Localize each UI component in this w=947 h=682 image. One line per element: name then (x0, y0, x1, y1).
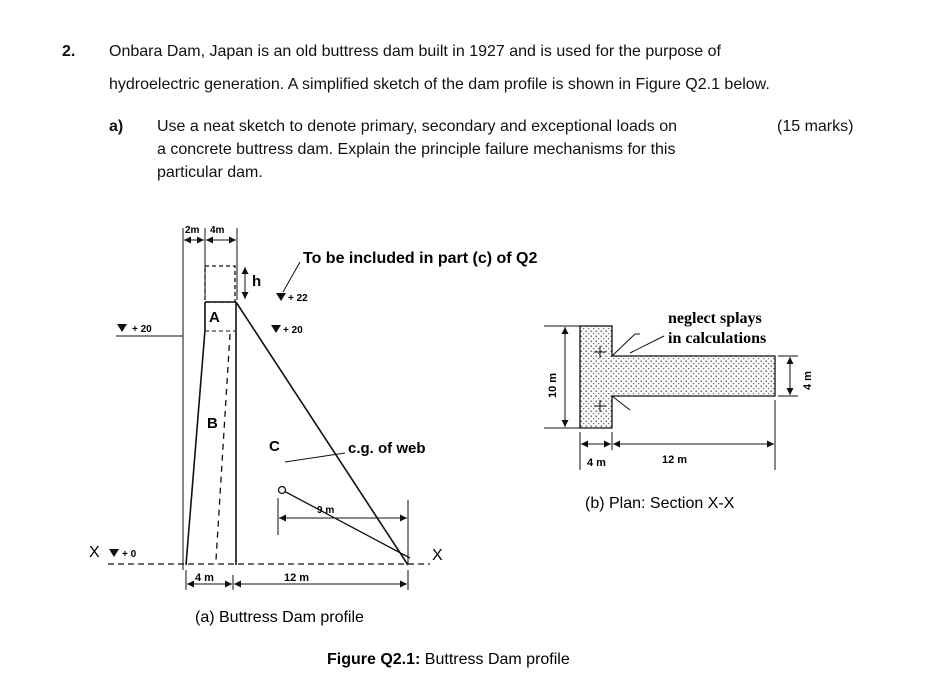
question-number: 2. (62, 43, 76, 60)
intro-line-1: Onbara Dam, Japan is an old buttress dam built in 1927 and is used for the purpose of (109, 43, 721, 60)
upper-splay (612, 334, 640, 356)
h-label: h (252, 273, 262, 290)
figure-title-rest: Buttress Dam profile (420, 651, 570, 668)
water-level-22-marker (276, 293, 286, 301)
upstream-face-lower (186, 330, 205, 565)
label-a: A (209, 309, 220, 326)
dam-profile (89, 225, 537, 626)
section-x-left: X (89, 544, 100, 561)
part-a-line-2: a concrete buttress dam. Explain the principle failure mechanisms for this (157, 141, 676, 158)
part-a-line-3: particular dam. (157, 164, 263, 181)
note-part-c: To be included in part (c) of Q2 (303, 250, 538, 267)
cg-label: c.g. of web (348, 440, 426, 457)
neglect-splays-leader (630, 336, 664, 353)
dim-12m-plan-label: 12 m (662, 454, 688, 466)
crest-extension-dashed (205, 266, 235, 302)
level-20-right-label: + 20 (283, 325, 303, 336)
plan-section (544, 310, 814, 512)
label-c: C (269, 438, 280, 455)
water-level-20-left-marker (117, 324, 127, 332)
level-20-left-label: + 20 (132, 324, 152, 335)
web-sloping-face (236, 302, 408, 565)
figure-title-bold: Figure Q2.1: (327, 651, 421, 668)
internal-dashed-line (216, 334, 230, 560)
dim-9m-label: 9 m (317, 505, 335, 516)
neglect-splays-line-1: neglect splays (668, 310, 762, 327)
profile-caption: (a) Buttress Dam profile (195, 609, 364, 626)
lower-splay (612, 396, 630, 410)
level-22-label: + 22 (288, 293, 308, 304)
figure-title (327, 651, 570, 668)
water-level-20-right-marker (271, 325, 281, 333)
dim-4m-label: 4m (210, 225, 225, 236)
dim-2m-label: 2m (185, 225, 200, 236)
cg-point (279, 487, 286, 494)
dim-4m-right-label: 4 m (802, 371, 814, 390)
neglect-splays-line-2: in calculations (668, 330, 767, 347)
level-0-label: + 0 (122, 549, 137, 560)
dim-10m-label: 10 m (547, 372, 559, 398)
part-a-label: a) (109, 118, 124, 135)
plan-caption: (b) Plan: Section X-X (585, 495, 735, 512)
cg-label-leader (285, 453, 345, 462)
note-leader-line (283, 262, 300, 292)
dim-4m-plan-label: 4 m (587, 457, 606, 469)
label-b: B (207, 415, 218, 432)
dim-4m-bottom-label: 4 m (195, 572, 214, 584)
intro-line-2: hydroelectric generation. A simplified sketch of the dam profile is shown in Figure Q2.1 below. (109, 76, 770, 93)
water-level-0-marker (109, 549, 119, 557)
part-a-line-1: Use a neat sketch to denote primary, secondary and exceptional loads on (157, 118, 678, 135)
cg-leader-line (282, 490, 410, 558)
dim-12m-bottom-label: 12 m (284, 572, 310, 584)
part-a-marks: (15 marks) (777, 118, 854, 135)
section-x-right: X (432, 547, 443, 564)
